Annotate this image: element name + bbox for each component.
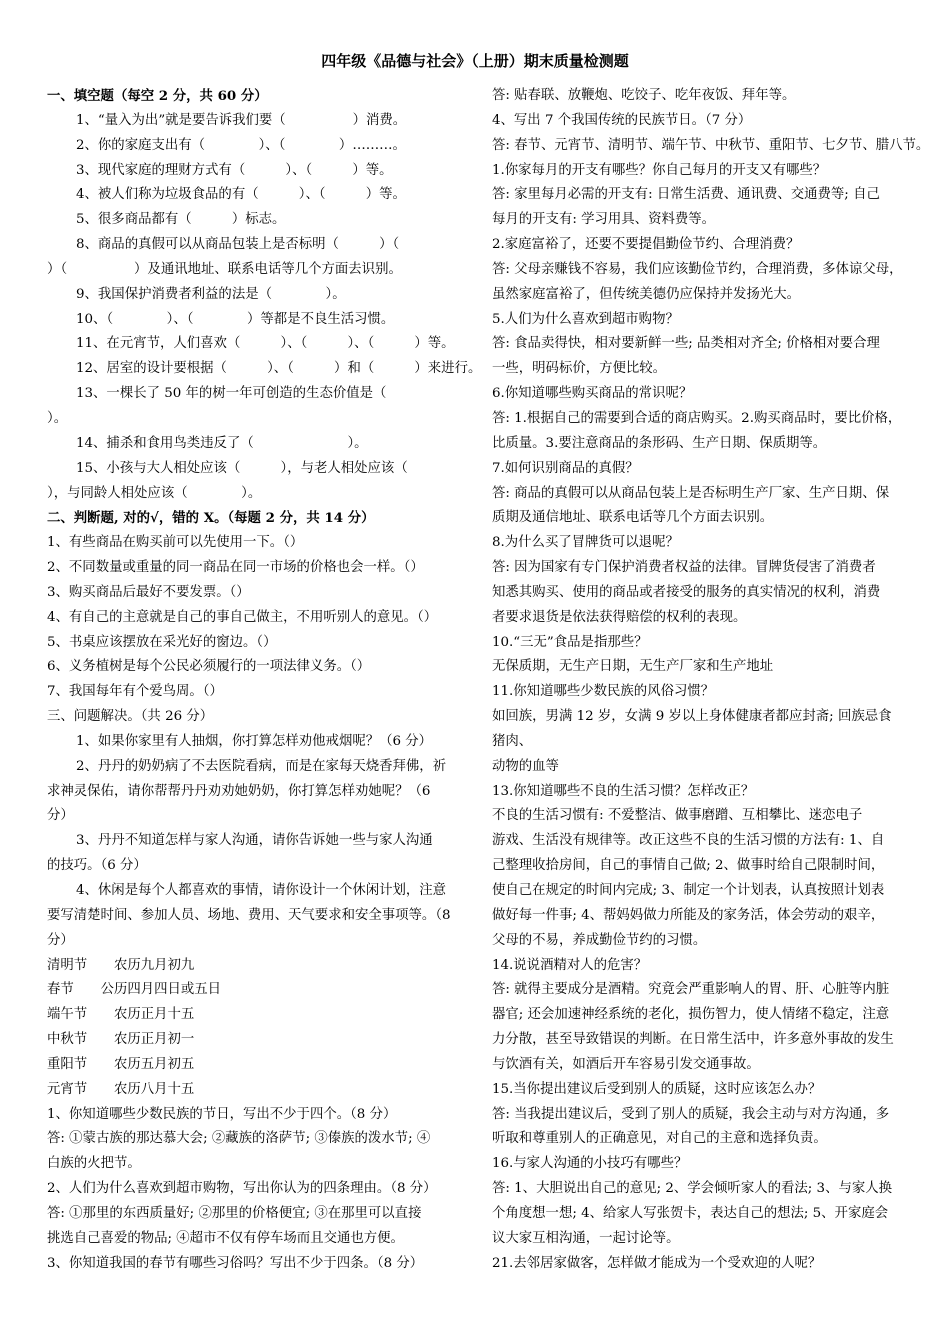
text-line: 5.人们为什么喜欢到超市购物？	[492, 311, 679, 327]
text-line: 3、现代家庭的理财方式有（ ）、（ ）等。	[76, 162, 393, 178]
text-line: 答: 就得主要成分是酒精。究竟会严重影响人的胃、肝、心脏等内脏	[492, 982, 890, 998]
text-line: 答: 当我提出建议后，受到了别人的质疑，我会主动与对方沟通，多	[492, 1106, 890, 1122]
text-line: 13.你知道哪些不良的生活习惯？怎样改正？	[492, 783, 755, 799]
text-line: 1.你家每月的开支有哪些？你自己每月的开支又有哪些？	[492, 162, 827, 178]
text-line: 要写清楚时间、参加人员、场地、费用、天气要求和安全事项等。（8	[47, 907, 451, 923]
text-line: 2、人们为什么喜欢到超市购物，写出你认为的四条理由。（8 分）	[47, 1181, 437, 1197]
text-line: 游戏、生活没有规律等。改正这些不良的生活习惯的方法有: 1、自	[492, 833, 885, 849]
text-line: 如回族，男满 12 岁，女满 9 岁以上身体健康者都应封斋; 回族忌食	[492, 709, 892, 725]
text-line: 重阳节 农历五月初五	[47, 1056, 195, 1072]
text-line: 4、有自己的主意就是自己的事自己做主，不用听别人的意见。（）	[47, 609, 438, 625]
text-line: 6、义务植树是每个公民必须履行的一项法律义务。（）	[47, 659, 371, 675]
text-line: 每月的开支有: 学习用具、资料费等。	[492, 212, 716, 228]
left-column	[47, 84, 482, 1277]
text-line: 答: 食品卖得快，相对要新鲜一些; 品类相对齐全; 价格相对要合理	[492, 336, 880, 352]
text-line: ），与同龄人相处应该（ ）。	[47, 485, 262, 501]
text-line: 中秋节 农历正月初一	[47, 1032, 195, 1048]
text-line: 2、丹丹的奶奶病了不去医院看病，而是在家每天烧香拜佛，祈	[76, 758, 447, 774]
page-title: 四年级《品德与社会》（上册）期末质量检测题	[321, 52, 629, 70]
text-line: 14.说说酒精对人的危害？	[492, 957, 648, 973]
text-line: 答: 1、大胆说出自己的意见; 2、学会倾听家人的看法; 3、与家人换	[492, 1181, 893, 1197]
text-line: 2、不同数量或重量的同一商品在同一市场的价格也会一样。（）	[47, 560, 424, 576]
text-line: 分）	[47, 932, 74, 948]
text-line: 听取和尊重别人的正确意见，对自己的主意和选择负责。	[492, 1131, 827, 1147]
text-line: 1、你知道哪些少数民族的节日，写出不少于四个。（8 分）	[47, 1106, 397, 1122]
text-line: 2.家庭富裕了，还要不要提倡勤俭节约、合理消费？	[492, 237, 800, 253]
text-line: 己整理收拾房间，自己的事情自己做; 2、做事时给自己限制时间，	[492, 858, 885, 874]
text-line: 3、购买商品后最好不要发票。（）	[47, 584, 250, 600]
text-line: 答: 春节、元宵节、清明节、端午节、中秋节、重阳节、七夕节、腊八节。	[492, 137, 930, 153]
text-line: 力分散，甚至导致错误的判断。在日常生活中，许多意外事故的发生	[492, 1032, 894, 1048]
text-line: 议大家互相沟通，一起讨论等。	[492, 1230, 680, 1246]
text-line: 1、“量入为出”就是要告诉我们要（ ）消费。	[76, 112, 407, 128]
text-line: 答: ①那里的东西质量好; ②那里的价格便宜; ③在那里可以直接	[47, 1205, 422, 1221]
text-line: 4、休闲是每个人都喜欢的事情，请你设计一个休闲计划，注意	[76, 883, 447, 898]
text-line: 3、丹丹不知道怎样与家人沟通，请你告诉她一些与家人沟通	[76, 833, 433, 849]
text-line: 3、你知道我国的春节有哪些习俗吗？写出不少于四条。（8 分）	[47, 1255, 424, 1271]
text-line: 10.“三无”食品是指那些？	[492, 634, 648, 650]
text-line: 6.你知道哪些购买商品的常识呢？	[492, 386, 693, 402]
text-line: 答: 家里每月必需的开支有: 日常生活费、通讯费、交通费等; 自己	[492, 187, 880, 203]
text-line: 13、一棵长了 50 年的树一年可创造的生态价值是（	[76, 386, 387, 402]
text-line: 答: 父母亲赚钱不容易，我们应该勤俭节约，合理消费，多体谅父母，	[492, 261, 903, 277]
text-line: 无保质期，无生产日期，无生产厂家和生产地址	[492, 659, 774, 675]
text-line: 的技巧。（6 分）	[47, 858, 147, 874]
text-line: 求神灵保佑，请你帮帮丹丹劝劝她奶奶，你打算怎样劝她呢？（6	[47, 783, 431, 799]
text-line: 与饮酒有关，如酒后开车容易引发交通事故。	[492, 1056, 760, 1072]
text-line: 5、很多商品都有（ ）标志。	[76, 212, 286, 228]
text-line: 15、小孩与大人相处应该（ ），与老人相处应该（	[76, 460, 408, 476]
text-line: 三、问题解决。（共 26 分）	[47, 709, 214, 725]
text-line: 清明节 农历九月初九	[47, 957, 195, 973]
text-line: 8.为什么买了冒牌货可以退呢？	[492, 535, 679, 551]
text-line: 父母的不易，养成勤俭节约的习惯。	[492, 932, 707, 948]
text-line: 4、写出 7 个我国传统的民族节日。（7 分）	[492, 112, 752, 128]
text-line: 答: 商品的真假可以从商品包装上是否标明生产厂家、生产日期、保	[492, 485, 890, 501]
text-line: 10、（ ）、（ ）等都是不良生活习惯。	[76, 311, 395, 327]
text-line: 12、居室的设计要根据（ ）、（ ）和（ ）来进行。	[76, 361, 482, 377]
text-line: 一些，明码标价，方便比较。	[492, 361, 667, 377]
text-line: 14、捕杀和食用鸟类违反了（ ）。	[76, 435, 368, 451]
text-line: 者要求退货是依法获得赔偿的权利的表现。	[492, 609, 747, 625]
text-line: 元宵节 农历八月十五	[47, 1081, 195, 1097]
right-column	[492, 84, 930, 1277]
text-line: 4、被人们称为垃圾食品的有（ ）、（ ）等。	[76, 187, 406, 203]
text-line: 分）	[47, 808, 74, 824]
text-line: ）。	[47, 410, 68, 426]
text-line: 虽然家庭富裕了，但传统美德仍应保持并发扬光大。	[492, 286, 800, 302]
text-line: 器官; 还会加速神经系统的老化，损伤智力，使人情绪不稳定，注意	[492, 1007, 890, 1023]
text-line: 1、如果你家里有人抽烟，你打算怎样劝他戒烟呢？（6 分）	[76, 733, 433, 749]
text-line: 白族的火把节。	[47, 1156, 141, 1172]
text-line: 不良的生活习惯有: 不爱整洁、做事磨蹭、互相攀比、迷恋电子	[492, 808, 863, 824]
text-line: 答: 因为国家有专门保护消费者权益的法律。冒牌货侵害了消费者	[492, 560, 876, 576]
text-line: 比质量。3.要注意商品的条形码、生产日期、保质期等。	[492, 435, 827, 451]
text-line: 质期及通信地址、联系电话等几个方面去识别。	[492, 510, 774, 526]
text-line: 2、你的家庭支出有（ ）、（ ）………。	[76, 137, 406, 153]
section-heading: 一、填空题（每空 2 分，共 60 分）	[47, 88, 268, 104]
text-line: 7、我国每年有个爱鸟周。（）	[47, 684, 223, 700]
text-line: 使自己在规定的时间内完成; 3、制定一个计划表，认真按照计划表	[492, 883, 885, 898]
text-line: 11.你知道哪些少数民族的风俗习惯？	[492, 684, 715, 700]
text-line: 知悉其购买、使用的商品或者接受的服务的真实情况的权利，消费	[492, 584, 881, 600]
text-line: 8、商品的真假可以从商品包装上是否标明（ ）（	[76, 237, 400, 253]
text-line: 答: 贴春联、放鞭炮、吃饺子、吃年夜饭、拜年等。	[492, 88, 796, 103]
text-line: 15.当你提出建议后受到别人的质疑，这时应该怎么办？	[492, 1081, 822, 1097]
text-line: 21.去邻居家做客，怎样做才能成为一个受欢迎的人呢？	[492, 1255, 822, 1271]
text-line: 11、在元宵节，人们喜欢（ ）、（ ）、（ ）等。	[76, 336, 455, 352]
text-line: 端午节 农历正月十五	[47, 1007, 195, 1023]
text-line: ）（ ）及通讯地址、联系电话等几个方面去识别。	[47, 261, 402, 277]
text-line: 个角度想一想; 4、给家人写张贺卡，表达自己的想法; 5、开家庭会	[492, 1205, 889, 1221]
text-line: 1、有些商品在购买前可以先使用一下。（）	[47, 535, 304, 551]
text-line: 16.与家人沟通的小技巧有哪些？	[492, 1156, 688, 1172]
text-line: 春节 公历四月四日或五日	[47, 982, 222, 998]
section-heading: 二、判断题, 对的√，错的 X。（每题 2 分，共 14 分）	[47, 510, 375, 527]
text-line: 做好每一件事; 4、帮妈妈做力所能及的家务活，体会劳动的艰辛，	[492, 907, 885, 923]
text-line: 7.如何识别商品的真假？	[492, 460, 639, 476]
text-line: 答: ①蒙古族的那达慕大会; ②藏族的洛萨节; ③傣族的泼水节; ④	[47, 1131, 431, 1147]
text-line: 答: 1.根据自己的需要到合适的商店购买。2.购买商品时，要比价格，	[492, 410, 902, 426]
text-line: 挑选自己喜爱的物品; ④超市不仅有停车场而且交通也方便。	[47, 1230, 404, 1246]
text-line: 5、书桌应该摆放在采光好的窗边。（）	[47, 634, 277, 650]
text-line: 动物的血等	[492, 758, 559, 774]
text-line: 猪肉、	[492, 733, 533, 749]
text-line: 9、我国保护消费者利益的法是（ ）。	[76, 286, 346, 302]
